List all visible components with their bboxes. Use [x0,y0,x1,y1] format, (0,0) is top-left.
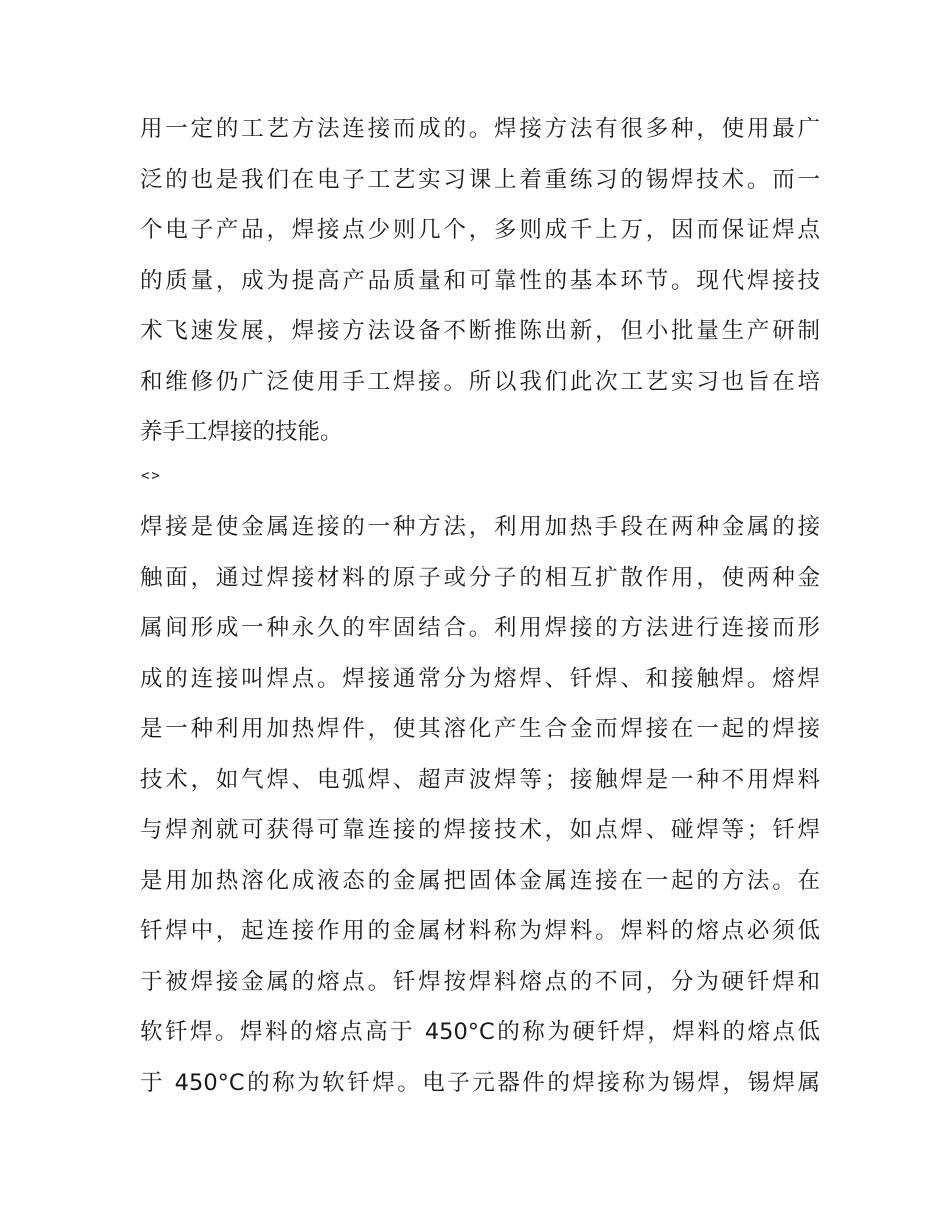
text-line: 于被焊接金属的熔点。钎焊按焊料熔点的不同，分为硬钎焊和 [140,968,820,995]
text-line: 属间形成一种永久的牢固结合。利用焊接的方法进行连接而形 [140,615,820,641]
text-line: 泛的也是我们在电子工艺实习课上着重练习的锡焊技术。而一 [140,166,820,193]
text-line: 用一定的工艺方法连接而成的。焊接方法有很多种，使用最广 [140,116,820,142]
text-line: 与焊剂就可获得可靠连接的焊接技术，如点焊、碰焊等；钎焊 [140,817,820,843]
text-line: 和维修仍广泛使用手工焊接。所以我们此次工艺实习也旨在培 [140,368,820,395]
text-line: 术飞速发展，焊接方法设备不断推陈出新，但小批量生产研制 [140,318,820,344]
section-marker: <> [141,468,162,484]
text-line: 技术，如气焊、电弧焊、超声波焊等；接触焊是一种不用焊料 [140,766,820,793]
text-line: 养手工焊接的技能。 [140,419,343,445]
text-line: 成的连接叫焊点。焊接通常分为熔焊、钎焊、和接触焊。熔焊 [140,665,820,692]
text-line: 软钎焊。焊料的熔点高于 450°C的称为硬钎焊，焊料的熔点低 [140,1019,820,1045]
text-line: 是一种利用加热焊件，使其溶化产生合金而焊接在一起的焊接 [140,716,820,742]
text-line: 钎焊中，起连接作用的金属材料称为焊料。焊料的熔点必须低 [140,918,820,944]
text-line: 焊接是使金属连接的一种方法，利用加热手段在两种金属的接 [140,514,820,540]
paragraph-intro [140,104,820,458]
paragraph-welding [140,502,820,1108]
text-line: 触面，通过焊接材料的原子或分子的相互扩散作用，使两种金 [140,564,820,591]
text-line: 于 450°C的称为软钎焊。电子元器件的焊接称为锡焊，锡焊属 [140,1069,820,1096]
text-line: 的质量，成为提高产品质量和可靠性的基本环节。现代焊接技 [140,267,820,294]
text-line: 是用加热溶化成液态的金属把固体金属连接在一起的方法。在 [140,867,820,894]
text-line: 个电子产品，焊接点少则几个，多则成千上万，因而保证焊点 [140,217,820,243]
